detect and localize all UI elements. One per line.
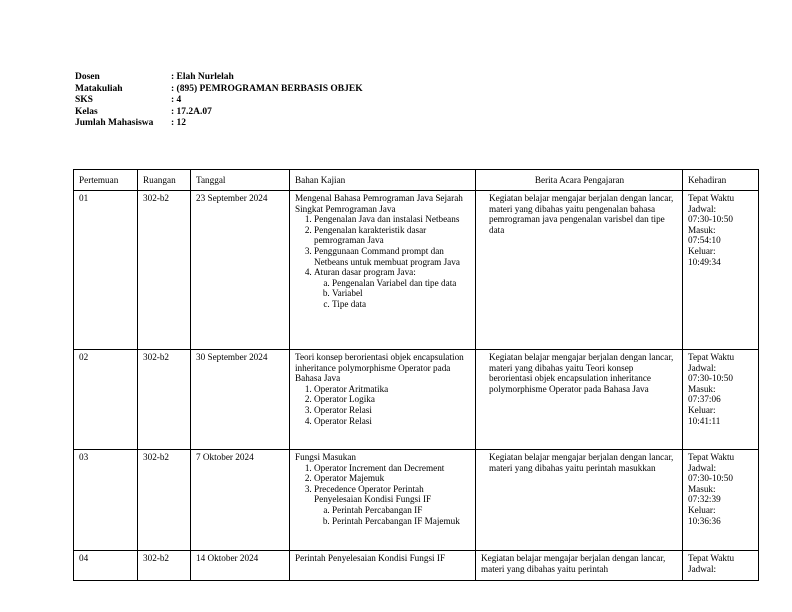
kehadiran-jadwal: 07:30-10:50	[688, 373, 733, 384]
cell-berita-acara: Kegiatan belajar mengajar berjalan dengan lancar, materi yang dibahas yaitu pengenalan bahasa pemrograman java pengenalan varisbel dan tipe data	[476, 191, 683, 350]
kehadiran-jadwal-label: Jadwal:	[688, 362, 717, 373]
kehadiran-jadwal-label: Jadwal:	[688, 203, 717, 214]
header-bahan-kajian: Bahan Kajian	[290, 170, 476, 191]
cell-pertemuan: 02	[74, 350, 138, 450]
header-berita-acara: Berita Acara Pengajaran	[476, 170, 683, 191]
cell-berita-acara: Kegiatan belajar mengajar berjalan dengan lancar, materi yang dibahas yaitu perintah masukkan	[476, 450, 683, 551]
table-header-row	[74, 170, 759, 191]
info-value: : (895) PEMROGRAMAN BERBASIS OBJEK	[171, 83, 363, 94]
kehadiran-keluar-label: Keluar:	[688, 504, 716, 515]
info-value: : Elah Nurlelah	[171, 72, 234, 82]
bahan-intro: Fungsi Masukan	[295, 452, 356, 462]
list-item: 3. Operator Relasi	[314, 405, 471, 416]
list-item: 1. Operator Increment dan Decrement	[314, 463, 471, 474]
list-item: b. Perintah Percabangan IF Majemuk	[332, 516, 471, 527]
kehadiran-masuk-label: Masuk:	[688, 383, 716, 394]
bahan-list	[295, 384, 471, 426]
kehadiran-status: Tepat Waktu	[688, 452, 735, 462]
list-item: 2. Operator Majemuk	[314, 473, 471, 484]
info-label: Matakuliah	[75, 83, 123, 94]
bahan-list	[295, 463, 471, 527]
list-item: b. Variabel	[332, 288, 471, 299]
table-row	[74, 191, 759, 350]
table-row	[74, 551, 759, 581]
kehadiran-status: Tepat Waktu	[688, 193, 735, 203]
cell-pertemuan: 04	[74, 551, 138, 581]
list-item: 1. Pengenalan Java dan instalasi Netbeans	[314, 214, 471, 225]
attendance-table	[73, 169, 759, 581]
kehadiran-status: Tepat Waktu	[688, 352, 735, 362]
kehadiran-status: Tepat Waktu	[688, 553, 735, 563]
bahan-intro: Mengenal Bahasa Pemrograman Java Sejarah Singkat Pemrograman Java	[295, 193, 463, 214]
info-label: SKS	[75, 95, 93, 105]
kehadiran-jadwal-label: Jadwal:	[688, 563, 717, 574]
list-item: 3. Penggunaan Command prompt dan Netbeans untuk membuat program Java	[314, 246, 471, 267]
info-row-dosen	[75, 72, 363, 84]
header-tanggal: Tanggal	[191, 170, 290, 191]
kehadiran-keluar: 10:36:36	[688, 515, 721, 526]
course-info	[75, 72, 363, 130]
info-row-kelas	[75, 107, 363, 119]
info-row-matakuliah	[75, 84, 363, 96]
cell-kehadiran	[683, 191, 759, 350]
kehadiran-keluar-label: Keluar:	[688, 404, 716, 415]
header-kehadiran: Kehadiran	[683, 170, 759, 191]
cell-tanggal: 7 Oktober 2024	[191, 450, 290, 551]
info-value: : 17.2A.07	[171, 106, 212, 117]
header-ruangan: Ruangan	[138, 170, 191, 191]
list-item: 2. Pengenalan karakteristik dasar pemrograman Java	[314, 225, 471, 246]
kehadiran-masuk: 07:37:06	[688, 394, 721, 405]
cell-bahan-kajian	[290, 450, 476, 551]
cell-ruangan: 302-b2	[138, 551, 191, 581]
bahan-intro: Teori konsep berorientasi objek encapsulation inheritance polymorphisme Operator pada Bahasa Java	[295, 352, 464, 384]
list-item: 1. Operator Aritmatika	[314, 384, 471, 395]
cell-tanggal: 30 September 2024	[191, 350, 290, 450]
cell-berita-acara: Kegiatan belajar mengajar berjalan dengan lancar, materi yang dibahas yaitu Teori konsep berorientasi objek encapsulation inheritance polymorphisme Operator pada Bahasa Java	[476, 350, 683, 450]
info-value: : 12	[171, 118, 187, 128]
cell-ruangan: 302-b2	[138, 450, 191, 551]
list-item: 2. Operator Logika	[314, 394, 471, 405]
info-label: Kelas	[75, 106, 98, 117]
bahan-intro: Perintah Penyelesaian Kondisi Fungsi IF	[295, 553, 446, 563]
cell-pertemuan: 03	[74, 450, 138, 551]
cell-ruangan: 302-b2	[138, 191, 191, 350]
bahan-list	[295, 214, 471, 309]
kehadiran-masuk: 07:32:39	[688, 494, 721, 505]
list-item: c. Tipe data	[332, 299, 471, 310]
info-label: Dosen	[75, 72, 100, 82]
cell-tanggal: 23 September 2024	[191, 191, 290, 350]
kehadiran-jadwal-label: Jadwal:	[688, 462, 717, 473]
list-item-text: Precedence Operator Perintah Penyelesaian Kondisi Fungsi IF	[314, 483, 432, 505]
cell-ruangan: 302-b2	[138, 350, 191, 450]
cell-bahan-kajian	[290, 350, 476, 450]
list-item: 4. Operator Relasi	[314, 416, 471, 427]
header-pertemuan: Pertemuan	[74, 170, 138, 191]
info-row-sks	[75, 95, 363, 107]
kehadiran-keluar: 10:49:34	[688, 256, 721, 267]
cell-kehadiran	[683, 350, 759, 450]
kehadiran-jadwal: 07:30-10:50	[688, 473, 733, 484]
info-value: : 4	[171, 95, 182, 105]
list-item	[314, 484, 471, 526]
bahan-sublist	[314, 505, 471, 526]
kehadiran-keluar-label: Keluar:	[688, 245, 716, 256]
info-row-jumlah-mahasiswa	[75, 118, 363, 130]
list-item: a. Perintah Percabangan IF	[332, 505, 471, 516]
kehadiran-keluar: 10:41:11	[688, 415, 721, 426]
bahan-sublist	[314, 278, 471, 310]
kehadiran-masuk-label: Masuk:	[688, 224, 716, 235]
cell-kehadiran	[683, 450, 759, 551]
list-item-text: Aturan dasar program Java:	[314, 267, 416, 278]
cell-bahan-kajian	[290, 191, 476, 350]
cell-berita-acara: Kegiatan belajar mengajar berjalan dengan lancar, materi yang dibahas yaitu perintah	[476, 551, 683, 581]
cell-kehadiran	[683, 551, 759, 581]
table-row	[74, 450, 759, 551]
cell-tanggal: 14 Oktober 2024	[191, 551, 290, 581]
cell-bahan-kajian	[290, 551, 476, 581]
kehadiran-jadwal: 07:30-10:50	[688, 214, 733, 225]
info-label: Jumlah Mahasiswa	[75, 118, 154, 128]
kehadiran-masuk-label: Masuk:	[688, 483, 716, 494]
list-item	[314, 267, 471, 309]
cell-pertemuan: 01	[74, 191, 138, 350]
list-item: a. Pengenalan Variabel dan tipe data	[332, 278, 471, 289]
table-row	[74, 350, 759, 450]
kehadiran-masuk: 07:54:10	[688, 235, 721, 246]
